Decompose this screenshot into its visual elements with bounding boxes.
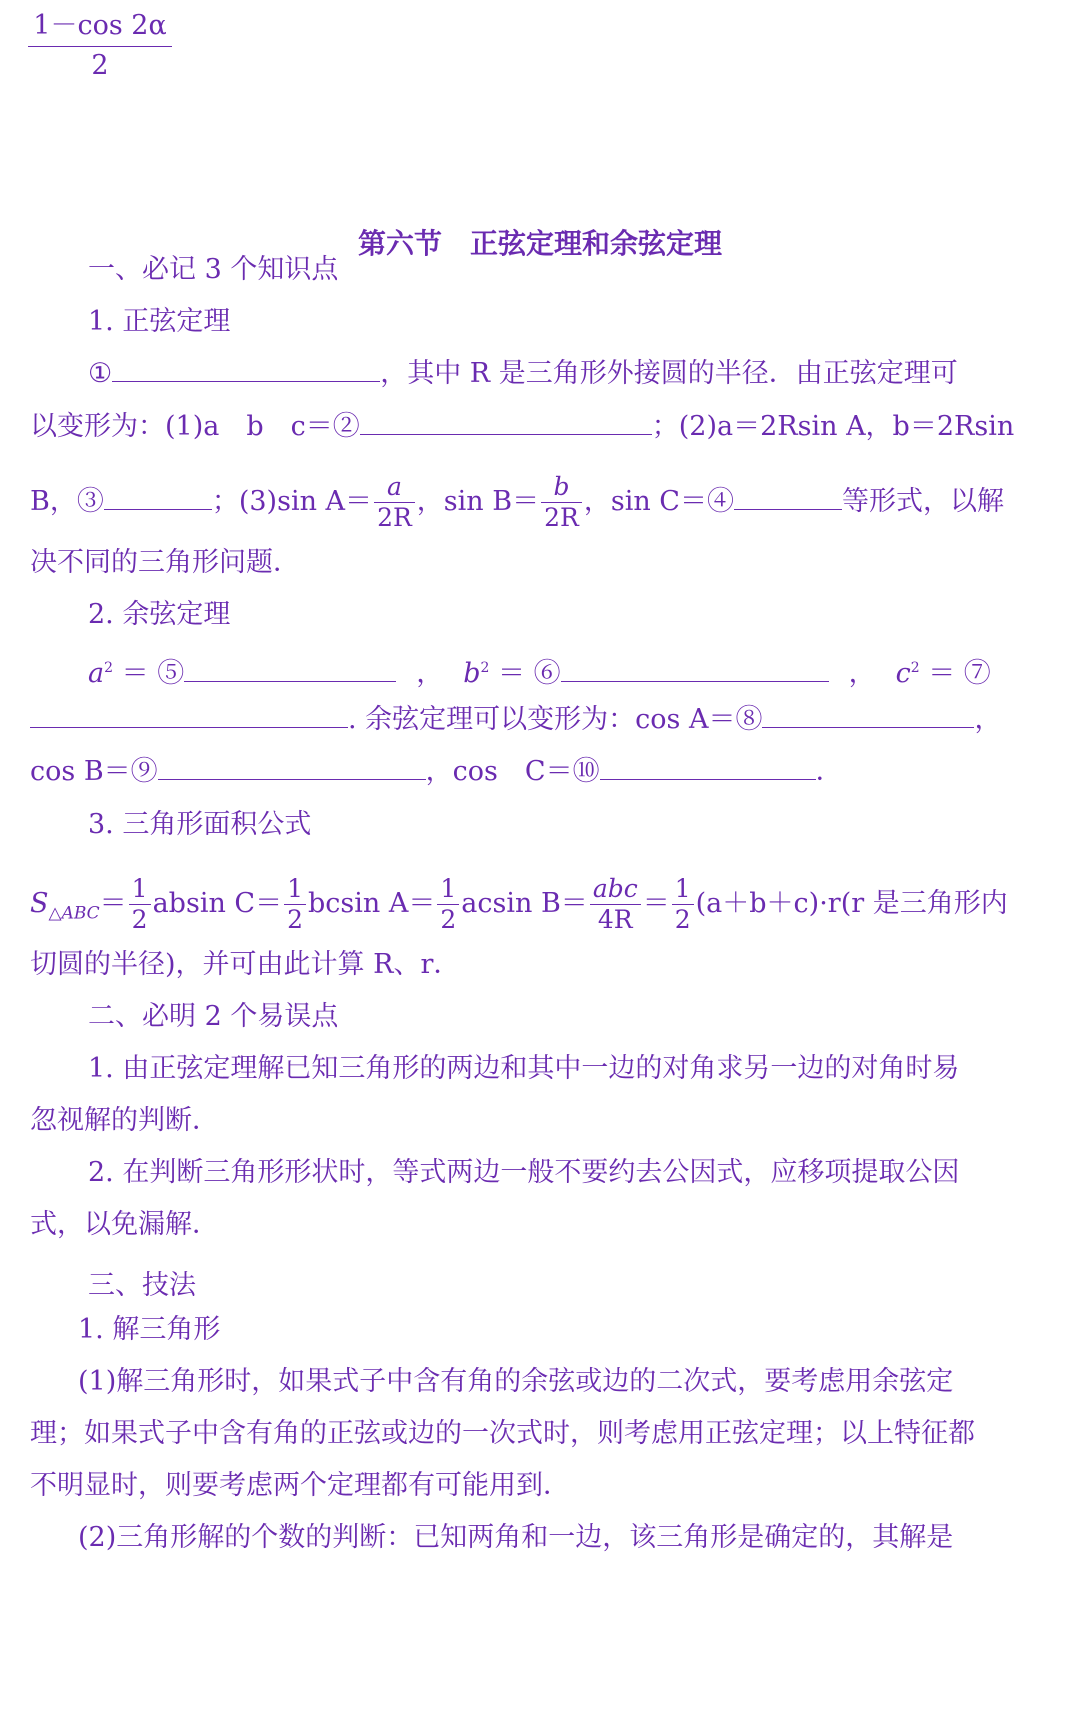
half [672,874,694,935]
blank-1 [112,357,380,382]
den: 2 [131,905,148,934]
sine-law-line-2 [30,407,1014,447]
text: absin C＝ [152,888,283,919]
blank-7 [30,703,348,728]
blank-8 [762,703,974,728]
section-title: 第六节 正弦定理和余弦定理 [357,227,722,260]
text: ＝ [99,888,127,919]
den: 2 [674,905,691,934]
sep: ， [848,658,876,689]
subheading-area-formula: 3. 三角形面积公式 [88,809,312,840]
text: ，sin B＝ [416,486,540,517]
technique-1-line-3: 不明显时，则要考虑两个定理都有可能用到． [30,1470,570,1501]
num: a [374,472,415,503]
error-1-line-2: 忽视解的判断． [30,1105,219,1136]
area-formula [30,874,1008,935]
text: ， [974,704,1002,735]
fraction-denominator: 2 [91,50,109,81]
text: (a＋b＋c)·r(r 是三角形内 [695,888,1008,919]
blank-4 [734,485,842,510]
text: ，cos C＝⑩ [425,756,600,787]
sine-law-line-4: 决不同的三角形问题． [30,547,300,578]
cosine-law-line-3 [30,752,843,792]
half [129,874,151,935]
var-a: a [88,658,105,689]
subheading-solve-triangle: 1. 解三角形 [78,1314,221,1345]
top-fraction [28,6,172,85]
sup: 2 [910,660,920,676]
text: B，③ [30,486,104,517]
subheading-cosine-law: 2. 余弦定理 [88,599,231,630]
num: abc [590,874,641,905]
text: ；(3)sin A＝ [211,486,373,517]
error-2-line-1: 2. 在判断三角形形状时，等式两边一般不要约去公因式，应移项提取公因 [88,1157,960,1188]
num: 1 [129,874,151,905]
den: 2 [287,905,303,934]
blank-9 [158,755,426,780]
text: ． [815,756,843,787]
subheading-sine-law: 1. 正弦定理 [88,306,231,337]
fraction-abc-4R [590,874,641,935]
num: 1 [437,874,459,905]
var-c: c [895,658,911,689]
error-1-line-1: 1. 由正弦定理解已知三角形的两边和其中一边的对角求另一边的对角时易 [88,1053,960,1084]
fraction-b-2R [541,472,582,533]
circled-1: ① [88,358,113,389]
text: cos B＝⑨ [30,756,158,787]
fraction-a-2R [374,472,415,533]
text: bcsin A＝ [308,888,436,919]
blank-10 [600,755,816,780]
sub: △ABC [48,903,100,924]
den: 2R [377,503,412,532]
blank-2 [360,410,652,435]
text: ，sin C＝④ [583,486,734,517]
sup: 2 [104,660,114,676]
text: acsin B＝ [461,888,588,919]
var-S: S [30,888,49,919]
text: ＝ ⑥ [489,658,561,689]
den: 2R [544,503,579,532]
error-2-line-2: 式，以免漏解． [30,1209,219,1240]
num: 1 [284,874,306,905]
sine-law-line-1 [88,354,958,394]
half [284,874,306,935]
sine-law-line-3 [30,472,1004,533]
technique-1-line-1: (1)解三角形时，如果式子中含有角的余弦或边的二次式，要考虑用余弦定 [78,1366,954,1397]
text: ＝ ⑤ [113,658,185,689]
text: ＝ [642,888,670,919]
heading-error-points: 二、必明 2 个易误点 [88,1001,339,1032]
den: 4R [597,905,633,934]
area-formula-note: 切圆的半径)，并可由此计算 R、r． [30,949,461,980]
half [437,874,459,935]
sup: 2 [480,660,490,676]
blank-5 [184,657,396,682]
num: 1 [672,874,694,905]
text: 以变形为：(1)a b c＝② [30,411,360,442]
sep: ， [416,658,444,689]
text: ＝ ⑦ [919,658,991,689]
technique-1-line-2: 理；如果式子中含有角的正弦或边的一次式时，则考虑用正弦定理；以上特征都 [30,1418,975,1449]
text: ；(2)a＝2Rsin A，b＝2Rsin [651,411,1015,442]
text: . 余弦定理可以变形为：cos A＝⑧ [348,704,763,735]
fraction-numerator: 1－cos 2α [28,6,172,47]
blank-6 [561,657,829,682]
cosine-law-line-2 [30,700,1001,740]
heading-must-remember: 一、必记 3 个知识点 [88,254,339,285]
text: 等形式，以解 [841,486,1004,517]
num: b [541,472,582,503]
technique-2-line-1: (2)三角形解的个数的判断：已知两角和一边，该三角形是确定的，其解是 [78,1522,954,1553]
text: ，其中 R 是三角形外接圆的半径．由正弦定理可 [380,358,958,389]
cosine-law-line-1 [88,648,991,694]
blank-3 [104,485,212,510]
heading-techniques: 三、技法 [88,1270,196,1301]
den: 2 [440,905,457,934]
var-b: b [463,658,481,689]
